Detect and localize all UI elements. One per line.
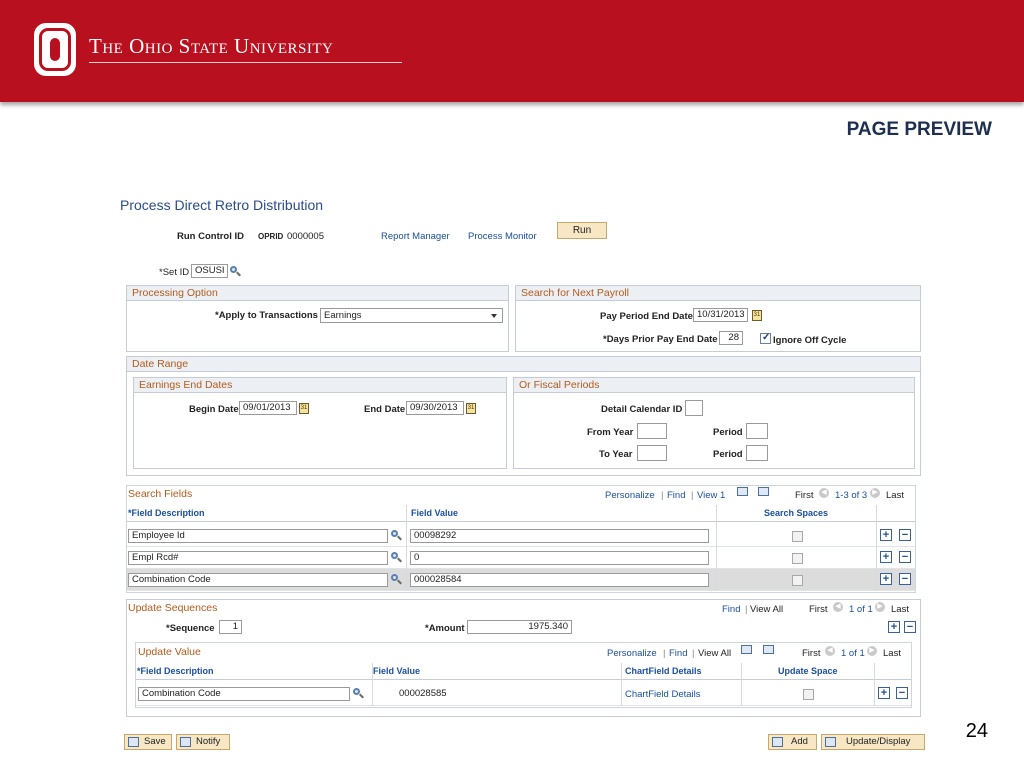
run-button[interactable]: Run [557,222,607,239]
calendar-icon[interactable]: 31 [752,310,762,321]
previous-arrow-icon[interactable]: ◀ [819,488,829,498]
col-field-description: *Field Description [137,666,214,676]
begin-date-input[interactable]: 09/01/2013 [239,401,297,415]
last-label: Last [891,604,909,615]
col-field-value: Field Value [373,666,421,676]
from-year-label: From Year [587,427,634,438]
delete-row-icon[interactable]: − [899,529,911,541]
days-prior-input[interactable]: 28 [719,331,743,345]
pay-end-date-input[interactable]: 10/31/2013 [693,308,748,322]
search-fields-column-headers [127,505,915,522]
process-monitor-link[interactable]: Process Monitor [468,231,537,242]
search-icon[interactable] [391,552,402,563]
earnings-end-dates-header: Earnings End Dates [134,378,506,393]
osu-block-o-logo [34,23,76,76]
sequence-label: *Sequence [166,623,215,634]
delete-row-icon[interactable]: − [896,687,908,699]
field-value-input[interactable]: 00098292 [410,529,709,543]
calendar-icon[interactable]: 31 [466,403,476,414]
update-display-icon [825,737,836,747]
chevron-down-icon [491,314,497,318]
detail-calendar-label: Detail Calendar ID [601,404,683,415]
delete-row-icon[interactable]: − [899,573,911,585]
first-label: First [802,648,821,659]
search-icon[interactable] [391,574,402,585]
last-label: Last [883,648,901,659]
delete-row-icon[interactable]: − [899,551,911,563]
row-range: 1 of 1 [849,604,873,615]
from-period-input[interactable] [746,423,768,439]
update-space-checkbox[interactable] [803,689,814,700]
new-window-icon[interactable] [737,487,748,496]
add-row-icon[interactable]: + [888,621,900,633]
notify-icon [180,737,191,747]
processing-option-header: Processing Option [127,286,508,301]
fiscal-periods-header: Or Fiscal Periods [514,378,914,393]
col-update-space: Update Space [778,666,838,676]
oprid-value: 0000005 [287,231,324,242]
delete-row-icon[interactable]: − [904,621,916,633]
col-search-spaces: Search Spaces [764,508,829,518]
previous-arrow-icon[interactable]: ◀ [833,602,843,612]
previous-arrow-icon[interactable]: ◀ [825,646,835,656]
slide-number: 24 [965,720,988,742]
field-description-input[interactable]: Employee Id [128,529,388,543]
page-title: Process Direct Retro Distribution [120,197,324,213]
update-value-header: Update Value [138,646,201,658]
field-description-input[interactable]: Empl Rcd# [128,551,388,565]
set-id-input[interactable]: OSUSI [191,264,228,278]
university-name: The Ohio State University [89,34,334,58]
days-prior-label: *Days Prior Pay End Date [603,334,718,345]
field-description-input[interactable]: Combination Code [138,687,350,701]
save-icon [128,737,139,747]
field-description-input[interactable]: Combination Code [128,573,388,587]
end-date-label: End Date [364,404,406,415]
begin-date-label: Begin Date [189,404,239,415]
run-control-label: Run Control ID [177,231,245,242]
view-link[interactable]: View 1 [697,490,726,501]
grid-icon[interactable] [758,487,769,496]
next-arrow-icon[interactable]: ▶ [867,646,877,656]
notify-button[interactable]: Notify [176,734,230,750]
update-sequences-header: Update Sequences [128,602,218,614]
period-label: Period [713,449,743,460]
next-arrow-icon[interactable]: ▶ [875,602,885,612]
update-value-column-headers [136,663,911,680]
earnings-end-dates-box [133,377,507,469]
ignore-off-cycle-checkbox[interactable] [760,333,771,344]
find-link[interactable]: Find [667,490,686,501]
personalize-link[interactable]: Personalize [605,490,655,501]
col-chartfield-details: ChartField Details [625,666,702,676]
add-row-icon[interactable]: + [880,551,892,563]
pay-end-date-label: Pay Period End Date [600,311,693,322]
view-all-link[interactable]: View All [750,604,784,615]
amount-label: *Amount [425,623,465,634]
update-display-button[interactable]: Update/Display [821,734,925,750]
search-spaces-checkbox[interactable] [792,575,803,586]
end-date-input[interactable]: 09/30/2013 [406,401,464,415]
save-button[interactable]: Save [124,734,172,750]
find-link[interactable]: Find [722,604,741,615]
add-button[interactable]: Add [768,734,817,750]
add-row-icon[interactable]: + [880,573,892,585]
to-year-input[interactable] [637,445,667,461]
search-icon[interactable] [391,530,402,541]
first-label: First [809,604,828,615]
field-value-input[interactable]: 0 [410,551,709,565]
col-field-value: Field Value [411,508,459,518]
field-value-text: 000028585 [399,688,447,699]
set-id-label: *Set ID [159,267,190,278]
oprid-label: OPRID [258,232,284,241]
search-fields-header: Search Fields [128,488,193,500]
from-year-input[interactable] [637,423,667,439]
row-range: 1 of 1 [841,648,865,659]
apply-transactions-select[interactable] [320,308,503,323]
field-value-input[interactable]: 000028584 [410,573,709,587]
search-icon[interactable] [353,688,364,699]
next-payroll-header: Search for Next Payroll [516,286,920,301]
apply-transactions-label: *Apply to Transactions [215,310,318,321]
last-label: Last [886,490,904,501]
grid-icon[interactable] [763,645,774,654]
add-row-icon[interactable]: + [880,529,892,541]
col-field-description: *Field Description [128,508,205,518]
sequence-input[interactable]: 1 [219,620,242,634]
find-link[interactable]: Find [669,648,688,659]
search-icon[interactable] [230,266,241,277]
period-label: Period [713,427,743,438]
row-range: 1-3 of 3 [835,490,868,501]
amount-input[interactable]: 1975.340 [467,620,572,634]
date-range-header: Date Range [127,357,920,372]
first-label: First [795,490,814,501]
header-banner [0,0,1024,102]
detail-calendar-input[interactable] [685,400,703,416]
view-all-link[interactable]: View All [698,648,732,659]
ignore-off-cycle-label: Ignore Off Cycle [773,335,847,346]
new-window-icon[interactable] [741,645,752,654]
page-preview-title: PAGE PREVIEW [846,119,992,140]
to-year-label: To Year [599,449,633,460]
chartfield-details-link[interactable]: ChartField Details [625,689,701,700]
personalize-link[interactable]: Personalize [607,648,657,659]
divider [89,62,402,63]
add-icon [772,737,783,747]
next-arrow-icon[interactable]: ▶ [870,488,880,498]
search-spaces-checkbox[interactable] [792,531,803,542]
report-manager-link[interactable]: Report Manager [381,231,450,242]
search-spaces-checkbox[interactable] [792,553,803,564]
calendar-icon[interactable]: 31 [299,403,309,414]
add-row-icon[interactable]: + [878,687,890,699]
apply-transactions-value: Earnings [324,310,362,321]
to-period-input[interactable] [746,445,768,461]
